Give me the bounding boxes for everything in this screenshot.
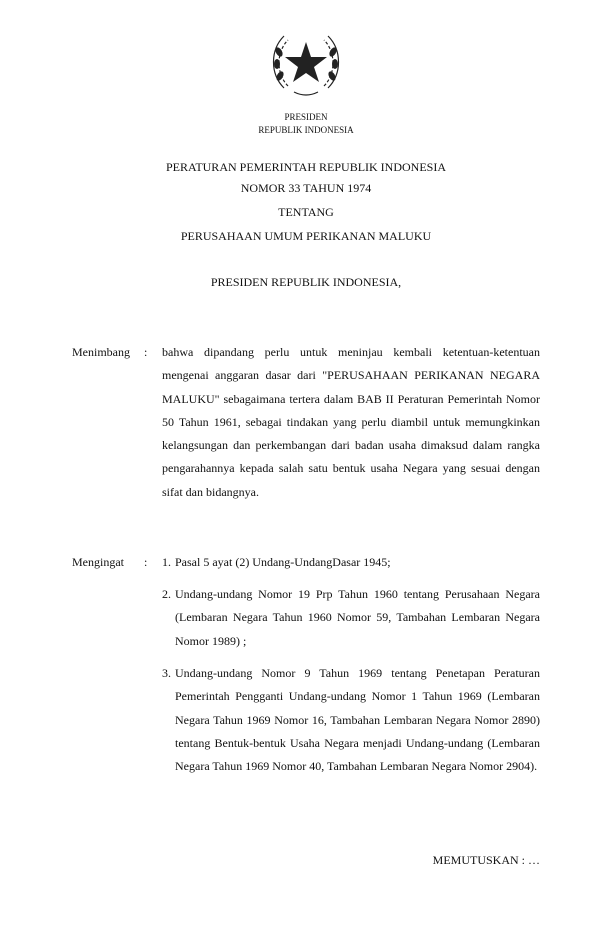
header-republik-indonesia: REPUBLIK INDONESIA (258, 125, 354, 135)
continuation-text: MEMUTUSKAN : … (432, 853, 540, 867)
title-tentang: TENTANG (278, 205, 334, 219)
presidential-seal-icon (266, 22, 346, 102)
list-item: Pasal 5 ayat (2) Undang-UndangDasar 1945; (175, 555, 391, 569)
list-item-number: 1. (162, 555, 171, 569)
list-item-number: 3. (162, 666, 171, 680)
title-subject: PERUSAHAAN UMUM PERIKANAN MALUKU (180, 229, 432, 243)
mengingat-label: Mengingat (72, 555, 124, 569)
list-item: Undang-undang Nomor 19 Prp Tahun 1960 tentang Perusahaan Negara (Lembaran Negara Tahun 1960 Nomor 59, Tambahan Lembaran Negara Nomor 1989) ; (175, 587, 540, 648)
menimbang-label: Menimbang (72, 345, 130, 359)
menimbang-colon: : (144, 345, 148, 359)
title-regulation: PERATURAN PEMERINTAH REPUBLIK INDONESIA (165, 160, 447, 174)
title-number: NOMOR 33 TAHUN 1974 (240, 181, 372, 195)
preamble: PRESIDEN REPUBLIK INDONESIA, (210, 275, 402, 289)
menimbang-text: bahwa dipandang perlu untuk meninjau kembali ketentuan-ketentuan mengenai anggaran dasar dari "PERUSAHAAN PERIKANAN NEGARA MALUKU" sebagaimana tertera dalam BAB II Peraturan Pemerintah Nomor 50 Tahun 1961, sebagai tindakan yang perlu diambil untuk memungkinkan kelangsungan dan perkembangan dari badan usaha dimaksud dalam rangka pengarahannya kepada salah satu bentuk usaha Negara yang sesuai dengan sifat dan bidangnya. (162, 345, 540, 499)
mengingat-colon: : (144, 555, 148, 569)
list-item-number: 2. (162, 587, 171, 601)
header-presiden: PRESIDEN (284, 112, 328, 122)
list-item: Undang-undang Nomor 9 Tahun 1969 tentang Penetapan Peraturan Pemerintah Pengganti Undang-undang Nomor 1 Tahun 1969 (Lembaran Negara Tahun 1969 Nomor 16, Tambahan Lembaran Negara Nomor 2890) tentang Bentuk-bentuk Usaha Negara menjadi Undang-undang (Lembaran Negara Tahun 1969 Nomor 40, Tambahan Lembaran Negara Nomor 2904). (175, 666, 540, 774)
